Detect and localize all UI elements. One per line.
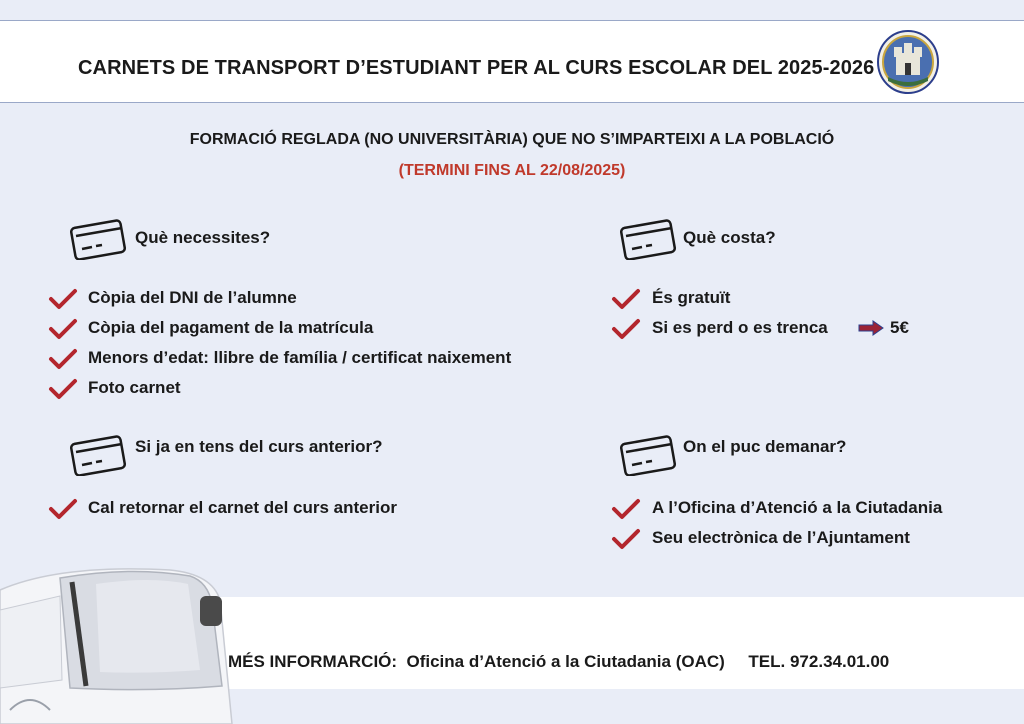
check-icon [48, 498, 78, 520]
where-item: Seu electrònica de l’Ajuntament [652, 528, 910, 547]
id-card-icon [620, 432, 678, 476]
where-item: A l’Oficina d’Atenció a la Ciutadania [652, 498, 943, 517]
needs-item: Foto carnet [88, 378, 181, 397]
section-title-previous: Si ja en tens del curs anterior? [135, 437, 383, 456]
check-icon [48, 348, 78, 370]
previous-item: Cal retornar el carnet del curs anterior [88, 498, 397, 517]
subtitle: FORMACIÓ REGLADA (NO UNIVERSITÀRIA) QUE NO S’IMPARTEIXI A LA POBLACIÓ [189, 131, 835, 148]
check-icon [611, 498, 641, 520]
header-band [0, 20, 1024, 103]
footer-info-text: MÉS INFORMARCIÓ: Oficina d’Atenció a la Ciutadania (OAC) TEL. 972.34.01.00 [228, 652, 890, 671]
section-title-where: On el puc demanar? [683, 437, 847, 456]
section-title-cost: Què costa? [683, 228, 776, 247]
cost-item: És gratuït [652, 288, 731, 307]
id-card-icon [70, 432, 128, 476]
town-crest-icon [876, 29, 940, 95]
check-icon [48, 378, 78, 400]
section-title-needs: Què necessites? [135, 228, 271, 247]
id-card-icon [620, 216, 678, 260]
cost-item: Si es perd o es trenca [652, 318, 828, 337]
price-value: 5€ [890, 318, 909, 337]
needs-item: Còpia del pagament de la matrícula [88, 318, 374, 337]
check-icon [611, 288, 641, 310]
page-title: CARNETS DE TRANSPORT D’ESTUDIANT PER AL CURS ESCOLAR DEL 2025-2026 [78, 57, 875, 79]
check-icon [48, 318, 78, 340]
needs-item: Menors d’edat: llibre de família / certificat naixement [88, 348, 512, 367]
check-icon [611, 528, 641, 550]
check-icon [611, 318, 641, 340]
check-icon [48, 288, 78, 310]
deadline-text: (TERMINI FINS AL 22/08/2025) [398, 162, 626, 179]
arrow-right-icon [858, 320, 884, 336]
needs-item: Còpia del DNI de l’alumne [88, 288, 297, 307]
id-card-icon [70, 216, 128, 260]
bus-illustration-icon [0, 560, 240, 724]
